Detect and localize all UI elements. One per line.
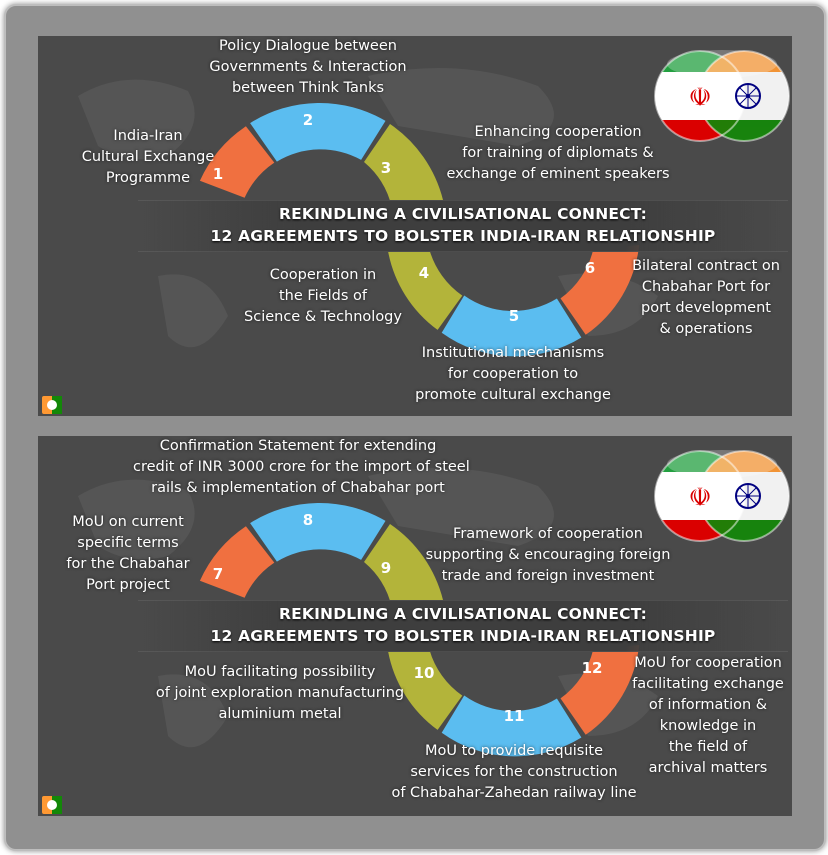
- agreement-label-2: Policy Dialogue between Governments & Interaction between Think Tanks: [209, 38, 407, 96]
- banner-line-1: REKINDLING A CIVILISATIONAL CONNECT:: [278, 605, 648, 623]
- number-1: 1: [212, 165, 224, 183]
- agreement-label-8: Confirmation Statement for extending credit of INR 3000 crore for the import of steel rails & implementation of Chabahar port: [133, 438, 470, 496]
- banner-line-2: 12 AGREEMENTS TO BOLSTER INDIA-IRAN RELATIONSHIP: [210, 227, 716, 245]
- agreements-panel-1: [38, 36, 792, 416]
- agreement-label-11: MoU to provide requisite services for the construction of Chabahar-Zahedan railway line: [391, 743, 637, 801]
- agreement-label-7: MoU on current specific terms for the Chabahar Port project: [66, 514, 190, 593]
- number-4: 4: [418, 264, 430, 282]
- india-iran-flags-icon: [652, 42, 792, 146]
- banner-line-2: 12 AGREEMENTS TO BOLSTER INDIA-IRAN RELATIONSHIP: [210, 627, 716, 645]
- number-12: 12: [581, 659, 603, 677]
- number-6: 6: [584, 259, 596, 277]
- agreement-label-5: Institutional mechanisms for cooperation to promote cultural exchange: [415, 345, 611, 403]
- iran-emblem-icon: ☫: [688, 483, 712, 513]
- number-9: 9: [380, 559, 392, 577]
- number-5: 5: [508, 307, 520, 325]
- number-10: 10: [413, 664, 435, 682]
- segment-2: [250, 103, 385, 162]
- agreement-label-6: Bilateral contract on Chabahar Port for port development & operations: [632, 258, 780, 337]
- agreements-panel-2: [38, 436, 792, 816]
- india-iran-flags-icon: [652, 442, 792, 546]
- number-2: 2: [302, 111, 314, 129]
- pib-logo-icon: [42, 396, 62, 414]
- agreement-label-12: MoU for cooperation facilitating exchange of information & knowledge in the field of archival matters: [632, 655, 784, 776]
- segment-8: [250, 503, 385, 562]
- agreement-label-4: Cooperation in the Fields of Science & Technology: [244, 267, 402, 325]
- title-banner: [138, 600, 788, 652]
- number-8: 8: [302, 511, 314, 529]
- number-11: 11: [503, 707, 525, 725]
- agreement-label-9: Framework of cooperation supporting & encouraging foreign trade and foreign investment: [425, 526, 671, 584]
- banner-line-1: REKINDLING A CIVILISATIONAL CONNECT:: [278, 205, 648, 223]
- agreement-label-1: India-Iran Cultural Exchange Programme: [81, 128, 215, 186]
- pib-logo-icon: [42, 796, 62, 814]
- agreement-label-10: MoU facilitating possibility of joint exploration manufacturing aluminium metal: [155, 664, 405, 722]
- iran-emblem-icon: ☫: [688, 83, 712, 113]
- number-3: 3: [380, 159, 392, 177]
- agreement-label-3: Enhancing cooperation for training of diplomats & exchange of eminent speakers: [446, 124, 670, 182]
- number-7: 7: [212, 565, 224, 583]
- title-banner: [138, 200, 788, 252]
